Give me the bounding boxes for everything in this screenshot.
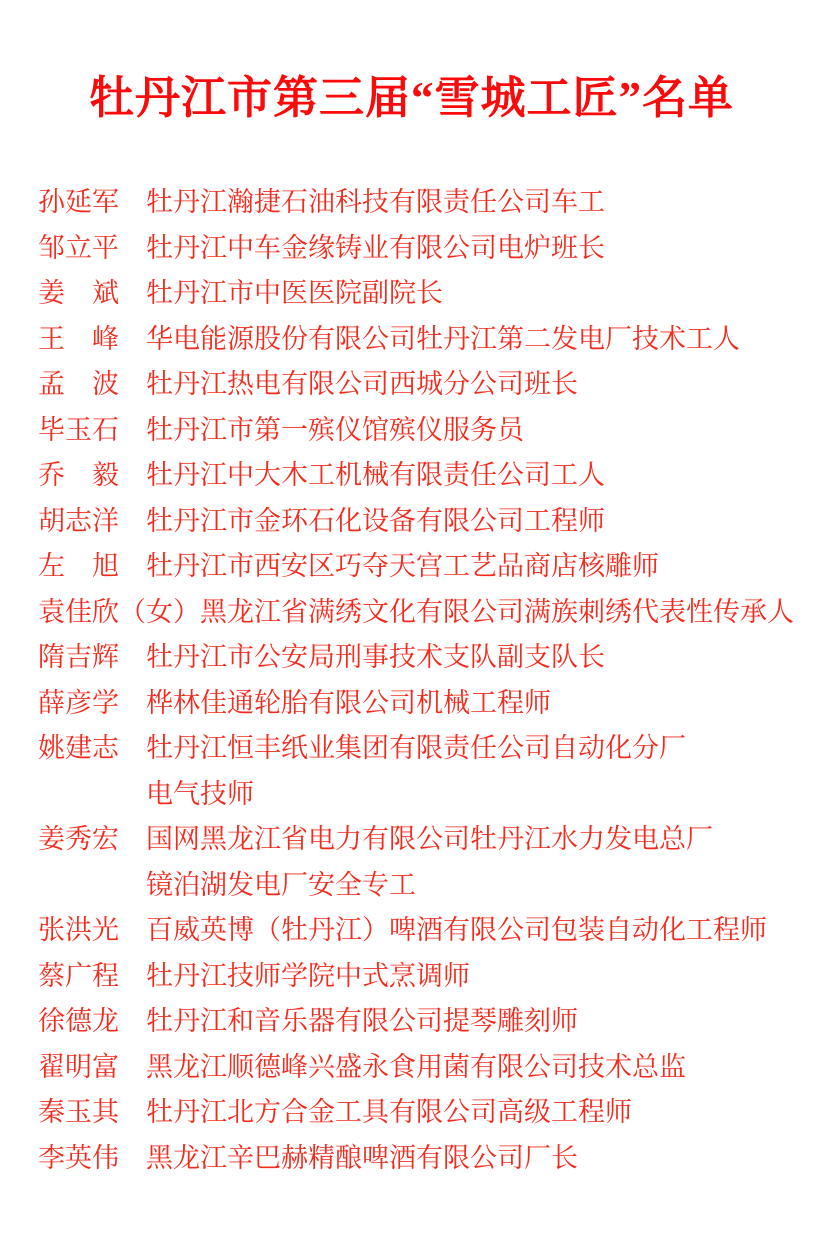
list-item	[38, 635, 803, 681]
awardee-name: 邹立平	[38, 232, 119, 263]
awardee-org	[146, 999, 578, 1045]
awardee-org	[146, 726, 686, 817]
awardee-name: 乔 毅	[38, 460, 119, 490]
awardee-org	[146, 408, 524, 454]
list-item	[38, 726, 803, 817]
awardee-org	[146, 954, 470, 1000]
list-item	[38, 1045, 803, 1091]
awardee-name: 左 旭	[38, 551, 119, 581]
awardee-name: 秦玉其	[38, 1097, 119, 1127]
page-title: 牡丹江市第三届“雪城工匠”名单	[88, 73, 734, 123]
awardee-org-line: 黑龙江辛巴赫精酿啤酒有限公司厂长	[146, 1142, 578, 1173]
awardee-name: 毕玉石	[38, 414, 119, 445]
awardee-org	[146, 271, 443, 317]
awardee-name: 张洪光	[38, 915, 119, 945]
list-item	[38, 999, 803, 1045]
awardee-name: 胡志洋	[38, 505, 119, 536]
list-item	[38, 271, 803, 317]
awardee-org-line: 电气技师	[146, 778, 254, 809]
awardee-org-line: 镜泊湖发电厂安全专工	[146, 869, 416, 900]
awardee-org	[146, 453, 605, 499]
awardee-org-line: 牡丹江技师学院中式烹调师	[146, 960, 470, 991]
list-item	[38, 544, 803, 590]
awardee-org	[146, 635, 605, 681]
awardee-name: 姚建志	[38, 733, 119, 763]
awardee-org	[146, 817, 713, 908]
awardee-name: 姜 斌	[38, 278, 119, 308]
awardee-list	[0, 180, 823, 1181]
awardee-org-line: 牡丹江中大木工机械有限责任公司工人	[146, 460, 605, 490]
awardee-org-line: 牡丹江市中医医院副院长	[146, 278, 443, 308]
list-item	[38, 180, 803, 226]
awardee-org-line: 牡丹江市西安区巧夺天宫工艺品商店核雕师	[146, 551, 659, 581]
awardee-org	[146, 180, 605, 226]
awardee-org-line: 牡丹江北方合金工具有限公司高级工程师	[146, 1097, 632, 1127]
list-item	[38, 954, 803, 1000]
list-item	[38, 681, 803, 727]
awardee-org-line: 牡丹江恒丰纸业集团有限责任公司自动化分厂	[146, 733, 686, 763]
awardee-name: 李英伟	[38, 1142, 119, 1173]
awardee-name: 袁佳欣（女）	[38, 596, 200, 627]
awardee-org	[146, 544, 659, 590]
awardee-org-line: 百威英博（牡丹江）啤酒有限公司包装自动化工程师	[146, 915, 767, 945]
awardee-org	[146, 681, 551, 727]
awardee-name: 隋吉辉	[38, 642, 119, 672]
awardee-name: 姜秀宏	[38, 824, 119, 854]
awardee-org-line: 桦林佳通轮胎有限公司机械工程师	[146, 687, 551, 718]
list-item	[38, 453, 803, 499]
awardee-org-line: 黑龙江省满绣文化有限公司满族刺绣代表性传承人	[200, 596, 794, 627]
list-item	[38, 499, 803, 545]
list-item	[38, 317, 803, 363]
awardee-org-line: 牡丹江市第一殡仪馆殡仪服务员	[146, 414, 524, 445]
awardee-org-line: 牡丹江和音乐器有限公司提琴雕刻师	[146, 1006, 578, 1036]
awardee-org-line: 黑龙江顺德峰兴盛永食用菌有限公司技术总监	[146, 1051, 686, 1082]
awardee-org-line: 牡丹江市公安局刑事技术支队副支队长	[146, 642, 605, 672]
list-item	[38, 1090, 803, 1136]
list-item	[38, 408, 803, 454]
list-item	[38, 362, 803, 408]
awardee-org	[146, 362, 578, 408]
awardee-org	[146, 1136, 578, 1182]
awardee-org	[200, 590, 794, 636]
awardee-name: 徐德龙	[38, 1006, 119, 1036]
list-item	[38, 226, 803, 272]
awardee-org	[146, 1045, 686, 1091]
list-item	[38, 817, 803, 908]
awardee-org-line: 牡丹江中车金缘铸业有限公司电炉班长	[146, 232, 605, 263]
awardee-org	[146, 1090, 632, 1136]
awardee-name: 蔡广程	[38, 960, 119, 991]
list-item	[38, 590, 803, 636]
list-item	[38, 1136, 803, 1182]
awardee-org-line: 牡丹江瀚捷石油科技有限责任公司车工	[146, 187, 605, 217]
awardee-name: 王 峰	[38, 323, 119, 354]
awardee-name: 翟明富	[38, 1051, 119, 1082]
awardee-org	[146, 226, 605, 272]
list-item	[38, 908, 803, 954]
awardee-org-line: 华电能源股份有限公司牡丹江第二发电厂技术工人	[146, 323, 740, 354]
awardee-org-line: 牡丹江热电有限公司西城分公司班长	[146, 369, 578, 399]
awardee-org	[146, 908, 767, 954]
awardee-org	[146, 317, 740, 363]
awardee-org	[146, 499, 605, 545]
awardee-name: 孙延军	[38, 187, 119, 217]
awardee-name: 孟 波	[38, 369, 119, 399]
awardee-org-line: 牡丹江市金环石化设备有限公司工程师	[146, 505, 605, 536]
awardee-name: 薛彦学	[38, 687, 119, 718]
awardee-org-line: 国网黑龙江省电力有限公司牡丹江水力发电总厂	[146, 824, 713, 854]
